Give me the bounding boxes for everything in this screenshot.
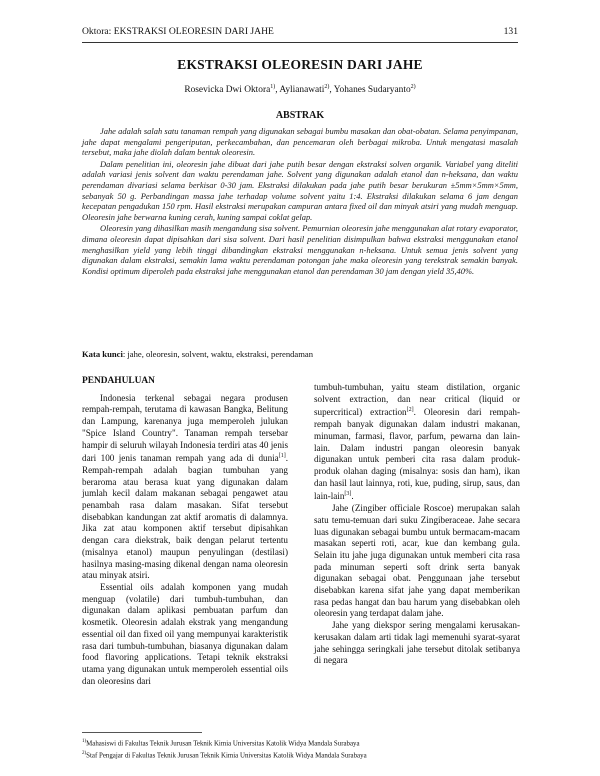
running-header — [82, 26, 518, 37]
intro-paragraph-1 — [82, 393, 288, 582]
abstract-paragraph-2: Dalam penelitian ini, oleoresin jahe dibuat dari jahe putih besar dengan ekstraksi solven organik. Variabel yang diteliti adalah variasi jenis solvent dan waktu perendaman jahe. Solvent yang digunakan adalah etanol dan n-heksana, dan waktu perendaman divariasi selama berkisar 0-30 jam. Ekstraksi dilakukan pada jahe putih besar berukuran ±5mm×5mm×5mm, sebanyak 50 g. Perbandingan massa jahe terhadap volume solvent yaitu 1:4. Ekstraksi dilakukan selama 6 jam dengan kecepatan pengadukan 150 rpm. Hasil ekstraksi merupakan campuran antara fixed oil dan minyak atsiri yang mudah menguap. Oleoresin jahe berwarna kuning cerah, kuning sampai coklat gelap. — [82, 158, 518, 222]
footnote-2 — [82, 749, 518, 761]
footnote-2-text: Staf Pengajar di Fakultas Teknik Jurusan Teknik Kimia Universitas Katolik Widya Mandala Surabaya — [86, 752, 367, 760]
header-rule — [82, 42, 518, 43]
footnote-1-text: Mahasiswi di Fakultas Teknik Jurusan Teknik Kimia Universitas Katolik Widya Mandala Surabaya — [86, 740, 360, 748]
citation-2: [2] — [406, 407, 414, 414]
footnote-1 — [82, 737, 518, 749]
citation-1: [1] — [278, 453, 286, 460]
intro-p3-end: . — [351, 491, 354, 502]
abstract-heading: ABSTRAK — [275, 110, 325, 121]
intro-p1-end: . Rempah-rempah adalah bagian tumbuhan yang beraroma atau berasa kuat yang digunakan dalam jumlah kecil dalam makanan sebagai pengawet atau penambah rasa dalam masakan. Sifat tersebut disebabkan kandungan zat aktif aromatis di dalamnya. Jika zat atau komponen aktif tersebut dipisahkan dengan cara diekstrak, baik dengan pelarut tertentu (misalnya etanol) maupun penyulingan (destilasi) hasilnya masing-masing dikenal dengan nama oleoresin atau minyak atsiri. — [82, 453, 288, 581]
abstract-paragraph-3: Oleoresin yang dihasilkan masih mengandung sisa solvent. Pemurnian oleoresin jahe menggunakan alat rotary evaporator, dimana oleoresin dapat dipisahkan dari sisa solvent. Dari hasil penelitian disimpulkan bahwa ekstraksi menggunakan etanol menghasilkan yield yang lebih tinggi dibandingkan ekstraksi menggunakan n-heksana. Untuk semua jenis solvent yang digunakan dalam ekstraksi, semakin lama waktu perendaman potongan jahe maka oleoresin yang terekstrak semakin banyak. Kondisi optimum diperoleh pada ekstraksi jahe menggunakan etanol dan perendaman 30 jam dengan yield 35,40%. — [82, 223, 518, 276]
keywords — [82, 349, 518, 359]
footnote-1-mark: 1) — [82, 739, 87, 744]
author-2-affil: 2) — [324, 84, 330, 90]
intro-p1-text: Indonesia terkenal sebagai negara produsen rempah-rempah, terutama di kawasan Bangka, Belitung dan Lampung, karenanya juga memperoleh julukan "Spice Island Country". Tanaman rempah tersebar hampir di seluruh wilayah Indonesia terdiri atas 40 jenis dari 100 jenis tanaman rempah yang ada di dunia — [82, 392, 288, 464]
right-column — [314, 382, 520, 667]
author-3: , Yohanes Sudaryanto — [329, 85, 411, 96]
citation-3: [3] — [344, 491, 352, 498]
section-heading: PENDAHULUAN — [82, 376, 155, 386]
running-title: Oktora: EKSTRAKSI OLEORESIN DARI JAHE — [82, 26, 274, 37]
intro-p3-mid: . Oleoresin dari rempah-rempah banyak digunakan dalam industri makanan, minuman, farmasi, flavor, parfum, pewarna dan lain-lain. Dalam industri pangan oleoresin banyak digunakan untuk pemberi cita rasa dalam produk-produk olahan daging (misalnya: sosis dan ham), ikan dan hasil laut lainnya, roti, kue, puding, sirup, saus, dan lain-lain — [314, 407, 520, 502]
author-3-affil: 2) — [410, 84, 416, 90]
intro-paragraph-2: Essential oils adalah komponen yang mudah menguap (volatile) dari tumbuh-tumbuhan, dan digunakan dalam aplikasi pembuatan parfum dan kosmetik. Oleoresin adalah ekstrak yang mengandung essential oil dan fixed oil yang mempunyai karakteristik rasa dari tumbuh-tumbuhan, biasanya digunakan dalam food flavoring applications. Tetapi teknik ekstraksi utama yang digunakan untuk memperoleh essential oils dan oleoresins dari — [82, 582, 288, 686]
keywords-text: : jahe, oleoresin, solvent, waktu, ekstraksi, perendaman — [122, 349, 314, 359]
abstract-paragraph-1: Jahe adalah salah satu tanaman rempah yang digunakan sebagai bumbu masakan dan obat-obatan. Selama penyimpanan, jahe dapat mengalami pengeriputan, perkecambahan, dan pencemaran oleh berbagai mikroba. Untuk mengatasi masalah tersebut, maka jahe diolah dalam bentuk oleoresin. — [82, 126, 518, 158]
footnotes — [82, 737, 518, 761]
footnote-2-mark: 2) — [82, 750, 87, 756]
author-2: , Aylianawati — [275, 85, 325, 96]
left-column — [82, 376, 288, 687]
author-1: Rosevicka Dwi Oktora — [184, 85, 271, 96]
intro-paragraph-3 — [314, 382, 520, 503]
author-1-affil: 1) — [270, 84, 276, 90]
intro-p3-text: tumbuh-tumbuhan, yaitu steam distilation, organic solvent extraction, dan near critical (liquid or supercritical) extraction — [314, 382, 520, 418]
abstract-body — [82, 126, 518, 277]
author-line — [0, 84, 600, 95]
footnote-rule — [82, 732, 202, 733]
intro-paragraph-5: Jahe yang diekspor sering mengalami kerusakan-kerusakan dalam arti tidak lagi memenuhi syarat-syarat jahe sehingga seringkali jahe tersebut ditolak setibanya di negara — [314, 620, 520, 666]
intro-paragraph-4: Jahe (Zingiber officiale Roscoe) merupakan salah satu temu-temuan dari suku Zingiberaceae. Jahe secara luas digunakan sebagai bumbu untuk bermacam-macam masakan seperti roti, acar, kue dan kembang gula. Selain itu jahe juga digunakan untuk memberi cita rasa pada minuman seperti soft drink serta banyak digunakan sebagai obat. Penggunaan jahe tersebut disebabkan karena sifat jahe yang dapat memberikan rasa pedas hangat dan bau harum yang disebabkan oleh oleoresin yang terdapat dalam jahe. — [314, 503, 520, 619]
keywords-label: Kata kunci — [82, 349, 123, 359]
page-number: 131 — [503, 26, 518, 37]
paper-title: EKSTRAKSI OLEORESIN DARI JAHE — [177, 57, 423, 72]
